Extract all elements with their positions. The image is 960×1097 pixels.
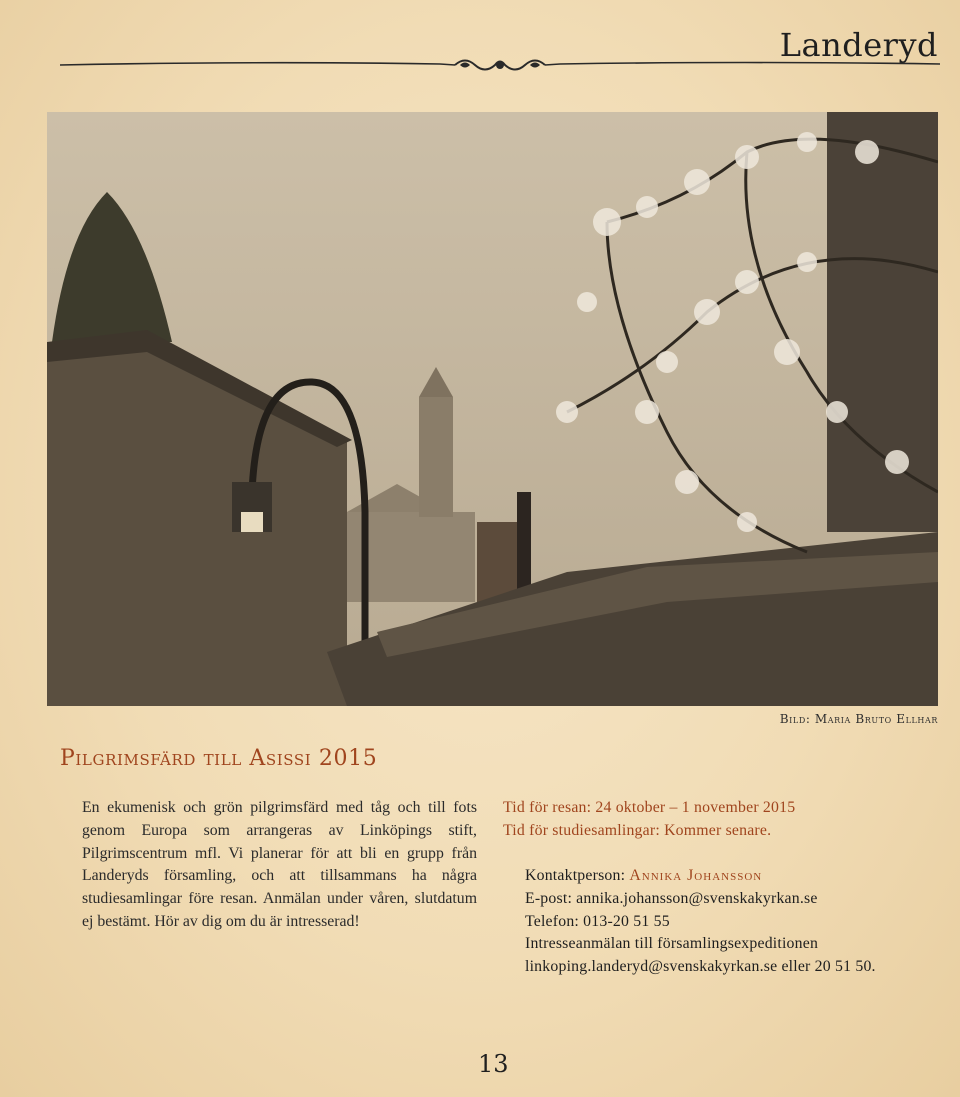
contact-person [525, 865, 945, 888]
study-time: Tid för studiesamlingar: Kommer senare. [503, 821, 772, 839]
photo-credit: Bild: Maria Bruto Ellhar [779, 712, 938, 726]
contact-phone: Telefon: 013-20 51 55 [525, 912, 670, 930]
signup-line-1: Intresseanmälan till församlingsexpeditionen [525, 935, 819, 953]
article-body: En ekumenisk och grön pilgrimsfärd med tåg och till fots genom Europa som arrangeras av Linköpings stift, Pilgrimscentrum mfl. Vi planerar för att bli en grupp från Landeryds församling, och att tillsammans ha några studiesamlingar före resan. Anmälan under våren, slutdatum ej bestämt. Hör av dig om du är intresserad! [82, 799, 477, 930]
trip-info [503, 797, 943, 843]
article-title: Pilgrimsfärd till Asissi 2015 [60, 746, 378, 771]
contact-email[interactable]: E-post: annika.johansson@svenskakyrkan.se [525, 889, 818, 907]
travel-time: Tid för resan: 24 oktober – 1 november 2015 [503, 799, 796, 816]
contact-person-name: Annika Johansson [629, 867, 763, 884]
assisi-photo [47, 112, 938, 706]
contact-person-label: Kontaktperson: [525, 867, 630, 884]
signup-line-2[interactable]: linkoping.landeryd@svenskakyrkan.se eller 20 51 50. [525, 958, 876, 976]
page-number: 13 [478, 1050, 509, 1078]
page-header-title: Landeryd [779, 26, 938, 64]
ornament-divider [60, 55, 940, 75]
contact-block [525, 865, 945, 979]
